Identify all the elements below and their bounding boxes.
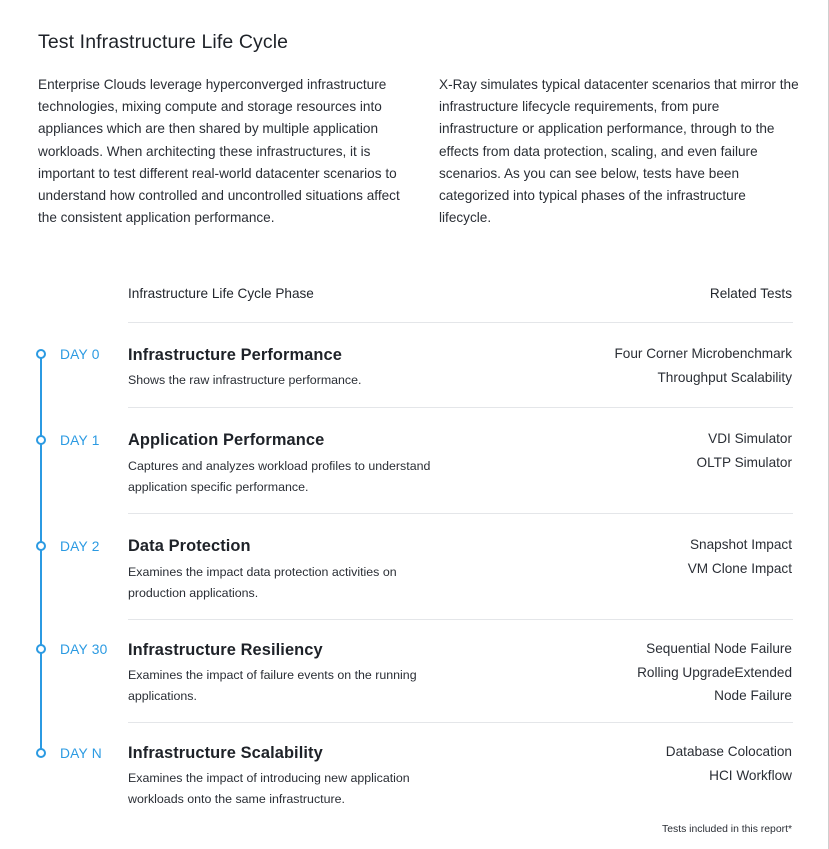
phase-title: Infrastructure Performance (128, 346, 342, 364)
timeline-node-icon (36, 541, 46, 551)
phase-day-label: DAY 1 (60, 433, 100, 448)
header-divider (128, 322, 793, 323)
phase-day-label: DAY 30 (60, 642, 108, 657)
related-test-item: Snapshot Impact (689, 537, 792, 552)
row-divider (128, 407, 793, 408)
phase-title: Infrastructure Scalability (128, 744, 323, 762)
intro-paragraph-right: X-Ray simulates typical datacenter scenarios that mirror the infrastructure lifecycle requirements, from pure infrastructure or application performance, through to the effects from data protection, scaling, and even failure scenarios. As you can see below, tests have been categorized into typical phases of the infrastructure lifecycle. (439, 77, 799, 226)
related-test-item: Throughput Scalability (657, 369, 792, 385)
timeline-node-icon (36, 644, 46, 654)
phase-description: Examines the impact data protection activities on production applications. (128, 565, 397, 600)
timeline-line (40, 354, 42, 754)
related-test-item: Rolling UpgradeExtended (637, 664, 792, 680)
timeline-node-icon (36, 435, 46, 445)
footnote: Tests included in this report* (662, 824, 792, 835)
related-test-item: VM Clone Impact (687, 560, 792, 576)
timeline-node-icon (36, 349, 46, 359)
related-test-item: HCI Workflow (709, 767, 792, 783)
phase-description: Shows the raw infrastructure performance. (128, 373, 362, 387)
tests-column-header: Related Tests (709, 286, 792, 301)
phase-title: Application Performance (128, 431, 325, 449)
row-divider (128, 513, 793, 514)
related-tests-list (532, 342, 792, 389)
related-tests-list (532, 533, 792, 580)
page-title: Test Infrastructure Life Cycle (38, 31, 289, 53)
related-tests-list (532, 427, 792, 474)
related-test-item: Sequential Node Failure (646, 641, 792, 656)
row-divider (128, 619, 793, 620)
related-test-item: Database Colocation (665, 744, 792, 759)
related-test-item: Four Corner Microbenchmark (614, 346, 792, 361)
row-divider (128, 722, 793, 723)
phase-day-label: DAY 2 (60, 539, 100, 554)
related-test-item: OLTP Simulator (696, 454, 792, 470)
phase-column-header: Infrastructure Life Cycle Phase (128, 286, 314, 301)
related-tests-list (532, 637, 792, 708)
related-tests-list (532, 740, 792, 787)
phase-title: Infrastructure Resiliency (128, 641, 323, 659)
phase-day-label: DAY 0 (60, 347, 100, 362)
intro-paragraph-left: Enterprise Clouds leverage hyperconverged infrastructure technologies, mixing compute and storage resources into appliances which are then shared by multiple application workloads. When architecting these infrastructures, it is important to test different real-world datacenter scenarios to understand how controlled and uncontrolled situations affect the consistent application performance. (38, 77, 400, 226)
phase-title: Data Protection (128, 537, 251, 555)
related-test-item: Node Failure (714, 688, 792, 704)
related-test-item: VDI Simulator (708, 431, 792, 446)
timeline-node-icon (36, 748, 46, 758)
phase-description: Examines the impact of failure events on the running applications. (128, 668, 417, 703)
phase-description: Examines the impact of introducing new application workloads onto the same infrastructure. (128, 771, 410, 806)
phase-day-label: DAY N (60, 746, 102, 761)
phase-description: Captures and analyzes workload profiles to understand application specific performance. (128, 459, 431, 494)
